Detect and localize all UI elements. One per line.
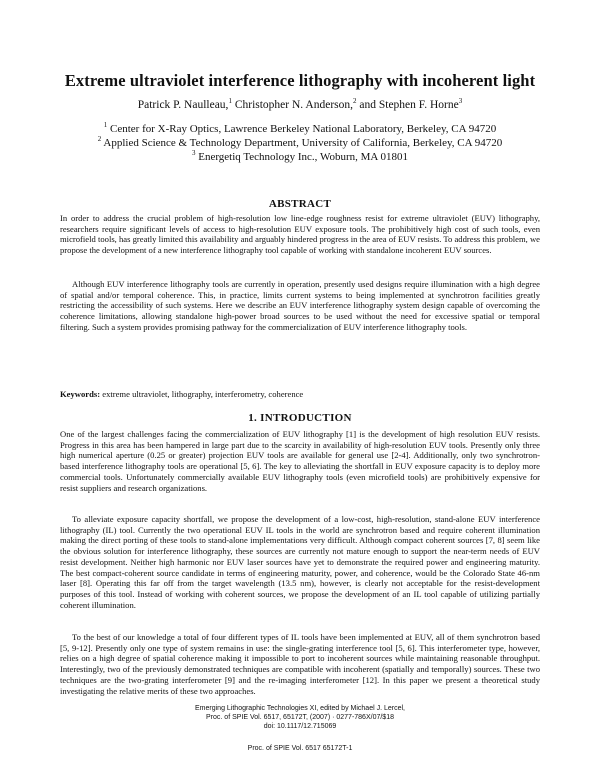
affiliation-mark: 3 xyxy=(191,149,196,157)
body-paragraph: To the best of our knowledge a total of four different types of IL tools have been implemented at EUV, all of them synchrotron based [5, 9-12]. Presently only one type of system remains in use: the single-grating interference tool [5, 6]. This interferometer type, however, relies on a high degree of spatial coherence making it impossible to port to incoherent sources while maintaining reasonable throughput. Interestingly, two of the previously demonstrated techniques are compatible with incoherent (spatially and temporally) sources. These two techniques are the two-grating interferometer [9] and the re-imaging interferometer [12]. In this paper we present a theoretical study investigating the relative merits of these two approaches. xyxy=(60,632,540,696)
publication-info xyxy=(100,705,500,731)
keywords-text: extreme ultraviolet, lithography, interferometry, coherence xyxy=(100,389,304,399)
affiliation-text: Applied Science & Technology Department, University of California, Berkeley, CA 94720 xyxy=(101,137,503,149)
affiliation-text: Energetiq Technology Inc., Woburn, MA 01801 xyxy=(195,151,408,163)
author-affil-mark: 2 xyxy=(353,97,357,105)
affiliation xyxy=(40,136,560,150)
publication-info-line: Proc. of SPIE Vol. 6517, 65172T, (2007) · 0277-786X/07/$18 xyxy=(206,713,394,721)
affiliation-list xyxy=(40,122,560,164)
publication-info-line: doi: 10.1117/12.715069 xyxy=(263,722,337,730)
keywords-label: Keywords: xyxy=(60,389,101,399)
body-paragraph: To alleviate exposure capacity shortfall, we propose the development of a low-cost, high-resolution, stand-alone EUV interference lithography (IL) tool. Currently the two operational EUV IL tools in the world are synchrotron based and require coherent illumination making the direct porting of these tools to stand-alone implementations very difficult. Although compact coherent sources [7, 8] seem like the obvious solution for interference lithography, these sources are currently not mature enough to support the near-term needs of EUV resist development. Neither high harmonic nor EUV laser sources have yet to demonstrate the required power and engineering maturity. The best compact-coherent source candidate in terms of engineering maturity, power, and coherence, would be the Colorado State 46-nm laser [8]. Operating this far off from the target wavelength (13.5 nm), however, is clearly not acceptable for the resist-development purposes of this tool. Instead of working with coherent sources, we propose the development of an IL tool capable of utilizing partially coherent illumination. xyxy=(60,514,540,610)
abstract-paragraph: In order to address the crucial problem of high-resolution low line-edge roughness resist for extreme ultraviolet (EUV) lithography, researchers require significant levels of access to high-resolution EUV exposure tools. The prohibitively high cost of such tools, even microfield tools, has greatly limited this availability and arguably hindered progress in the area of EUV resists. To address this problem, we propose the development of a new interference lithography tool capable of working with standalone incoherent EUV sources. xyxy=(60,213,540,256)
publication-info-line: Emerging Lithographic Technologies XI, edited by Michael J. Lercel, xyxy=(195,705,405,712)
section-heading: 1. INTRODUCTION xyxy=(248,412,352,424)
author-name: and Stephen F. Horne xyxy=(356,99,459,111)
author-affil-mark: 1 xyxy=(228,97,232,105)
author-list xyxy=(40,99,560,111)
affiliation-mark: 2 xyxy=(97,135,102,143)
paper-title: Extreme ultraviolet interference lithography with incoherent light xyxy=(64,71,536,90)
body-paragraph: One of the largest challenges facing the commercialization of EUV lithography [1] is the development of high resolution EUV resists. Progress in this area has been hampered in large part due to the scarcity in availability of high-resolution EUV tools. Presently only three high numerical aperture (0.25 or greater) projection EUV tools are available for general use [2-4]. Additionally, only two synchrotron-based interference lithography tools are operational [5, 6]. The key to alleviating the shortfall in EUV exposure capacity is to deploy more commercial tools. Unfortunately commercially available EUV lithography tools (even microfield tools) are prohibitively expensive for resist suppliers and research organizations. xyxy=(60,429,540,493)
author-name: Christopher N. Anderson, xyxy=(231,99,353,111)
author-affil-mark: 3 xyxy=(458,97,463,105)
affiliation xyxy=(40,122,560,136)
affiliation-mark: 1 xyxy=(103,121,108,129)
affiliation xyxy=(40,150,560,164)
affiliation-text: Center for X-Ray Optics, Lawrence Berkeley National Laboratory, Berkeley, CA 94720 xyxy=(107,123,497,135)
author-name: Patrick P. Naulleau, xyxy=(137,99,229,111)
abstract-heading: ABSTRACT xyxy=(268,198,332,210)
keywords xyxy=(60,389,303,399)
page-footer: Proc. of SPIE Vol. 6517 65172T-1 xyxy=(247,745,353,752)
abstract-paragraph: Although EUV interference lithography tools are currently in operation, presently used designs require illumination with a high degree of spatial and/or temporal coherence. This, in practice, limits current systems to being implemented at synchrotron facilities greatly restricting the accessibility of such systems. Here we describe an EUV interference lithography system design capable of overcoming the coherence limitations, allowing standalone high-power broad sources to be used without the need for excessive spatial or temporal filtering. Such a system provides promising pathway for the commercialization of EUV interference lithography tools. xyxy=(60,279,540,332)
